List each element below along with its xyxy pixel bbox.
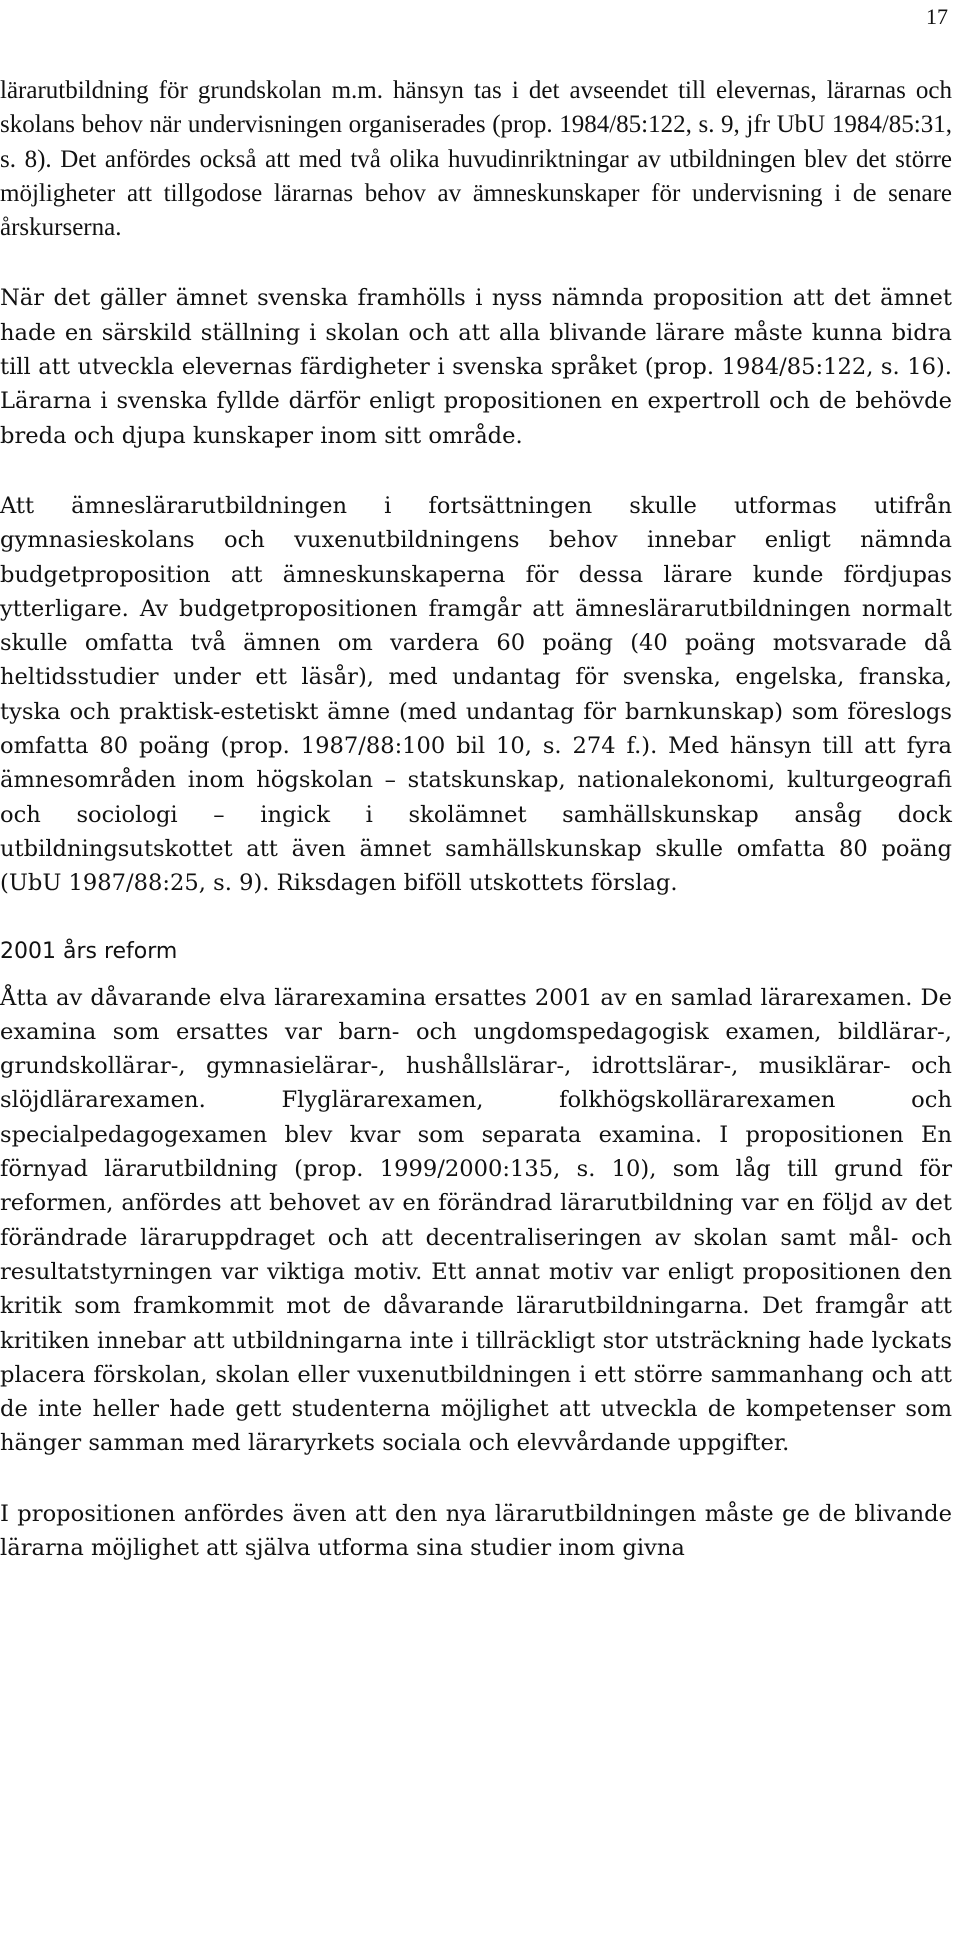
body-paragraph: Åtta av dåvarande elva lärarexamina ersattes 2001 av en samlad lärarexamen. De examina som ersattes var barn- och ungdomspedagogisk examen, bildlärar-, grundskollärar-, gymnasielärar-, hushållslärar-, idrottslärar-, musiklärar- och slöjdlärarexamen. Flyglärarexamen, folkhögskollärarexamen och specialpedagogexamen blev kvar som separata examina. I propositionen En förnyad lärarutbildning (prop. 1999/2000:135, s. 10), som låg till grund för reformen, anfördes att behovet av en förändrad lärarutbildning var en följd av det förändrade läraruppdraget och att decentraliseringen av skolan samt mål- och resultatstyrningen var viktiga motiv. Ett annat motiv var enligt propositionen den kritik som framkommit mot de dåvarande lärarutbildningarna. Det framgår att kritiken innebar att utbildningarna inte i tillräckligt stor utsträckning hade lyckats placera förskolan, skolan eller vuxenutbildningen i ett större sammanhang och att de inte heller hade gett studenterna möjlighet att utveckla de kompetenser som hänger samman med läraryrkets sociala och elevvårdande uppgifter. xyxy=(0,984,952,1457)
section-heading: 2001 års reform xyxy=(0,938,178,964)
page-number: 17 xyxy=(926,4,948,29)
body-paragraph: I propositionen anfördes även att den nya lärarutbildningen måste ge de blivande lärarna möjlighet att själva utforma sina studier inom givna xyxy=(0,1500,952,1561)
page-body xyxy=(0,74,952,1601)
body-paragraph: Att ämneslärarutbildningen i fortsättningen skulle utformas utifrån gymnasieskolans och vuxenutbildningens behov innebar enligt nämnda budgetproposition att ämneskunskaperna för dessa lärare kunde fördjupas ytterligare. Av budgetpropositionen framgår att ämneslärarutbildningen normalt skulle omfatta två ämnen om vardera 60 poäng (40 poäng motsvarade då heltidsstudier under ett läsår), med undantag för svenska, engelska, franska, tyska och praktisk-estetiskt ämne (med undantag för barnkunskap) som föreslogs omfatta 80 poäng (prop. 1987/88:100 bil 10, s. 274 f.). Med hänsyn till att fyra ämnesområden inom högskolan – statskunskap, nationalekonomi, kulturgeografi och sociologi – ingick i skolämnet samhällskunskap ansåg dock utbildningsutskottet att även ämnet samhällskunskap skulle omfatta 80 poäng (UbU 1987/88:25, s. 9). Riksdagen biföll utskottets förslag. xyxy=(0,492,952,897)
body-paragraph: lärarutbildning för grundskolan m.m. hänsyn tas i det avseendet till elevernas, lärarnas och skolans behov när undervisningen organiserades (prop. 1984/85:122, s. 9, jfr UbU 1984/85:31, s. 8). Det anfördes också att med två olika huvudinriktningar av utbildningen blev det större möjligheter att tillgodose lärarnas behov av ämneskunskaper för undervisning i de senare årskurserna. xyxy=(0,77,952,242)
body-paragraph: När det gäller ämnet svenska framhölls i nyss nämnda proposition att det ämnet hade en särskild ställning i skolan och att alla blivande lärare måste kunna bidra till att utveckla elevernas färdigheter i svenska språket (prop. 1984/85:122, s. 16). Lärarna i svenska fyllde därför enligt propositionen en expertroll och de behövde breda och djupa kunskaper inom sitt område. xyxy=(0,285,952,449)
